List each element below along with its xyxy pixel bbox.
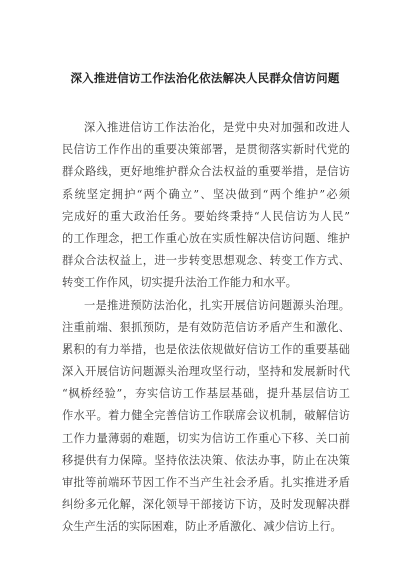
paragraph-line: 深入开展信访问题源头治理攻坚行动，坚持和发展新时代 (62, 365, 350, 379)
paragraph-line: 众生产生活的实际困难，防止矛盾激化、减少信访上行。 (62, 520, 342, 534)
paragraph-line: 系统坚定拥护“两个确立”、坚决做到“两个维护”必须 (62, 187, 350, 201)
paragraph-1 (62, 117, 350, 295)
paragraph-line: 一是推进预防法治化，扎实开展信访问题源头治理。 (84, 298, 350, 312)
paragraph-line: 群众合法权益上，进一步转变思想观念、转变工作方式、 (62, 254, 350, 268)
document-body (62, 117, 350, 539)
paragraph-line: 累积的有力举措，也是依法依规做好信访工作的重要基础 (62, 342, 350, 356)
paragraph-line: 作水平。着力健全完善信访工作联席会议机制，破解信访 (62, 409, 350, 423)
paragraph-line: 民信访工作作出的重要决策部署，是贯彻落实新时代党的 (62, 143, 350, 157)
paragraph-line: 深入推进信访工作法治化，是党中央对加强和改进人 (84, 121, 350, 134)
paragraph-line: 审批等前端环节因工作不当产生社会矛盾。扎实推进矛盾 (62, 476, 350, 489)
paragraph-line: 转变工作作风，切实提升法治工作能力和水平。 (62, 276, 297, 290)
paragraph-line: 群众路线，更好地维护群众合法权益的重要举措，是信访 (62, 165, 350, 179)
paragraph-line: 完成好的重大政治任务。要始终秉持“人民信访为人民” (62, 209, 350, 223)
document-title: 深入推进信访工作法治化依法解决人民群众信访问题 (70, 71, 340, 85)
paragraph-line: 工作力量薄弱的难题，切实为信访工作重心下移、关口前 (62, 431, 350, 445)
paragraph-line: 注重前端、狠抓预防，是有效防范信访矛盾产生和激化、 (62, 320, 350, 334)
paragraph-line: “枫桥经验”，夯实信访工作基层基础，提升基层信访工 (62, 387, 350, 401)
paragraph-line: 的工作理念，把工作重心放在实质性解决信访问题、维护 (62, 231, 350, 245)
paragraph-line: 纠纷多元化解，深化领导干部接访下访，及时发现解决群 (62, 498, 350, 512)
paragraph-line: 移提供有力保障。坚持依法决策、依法办事，防止在决策 (62, 453, 350, 467)
paragraph-2 (62, 295, 350, 539)
